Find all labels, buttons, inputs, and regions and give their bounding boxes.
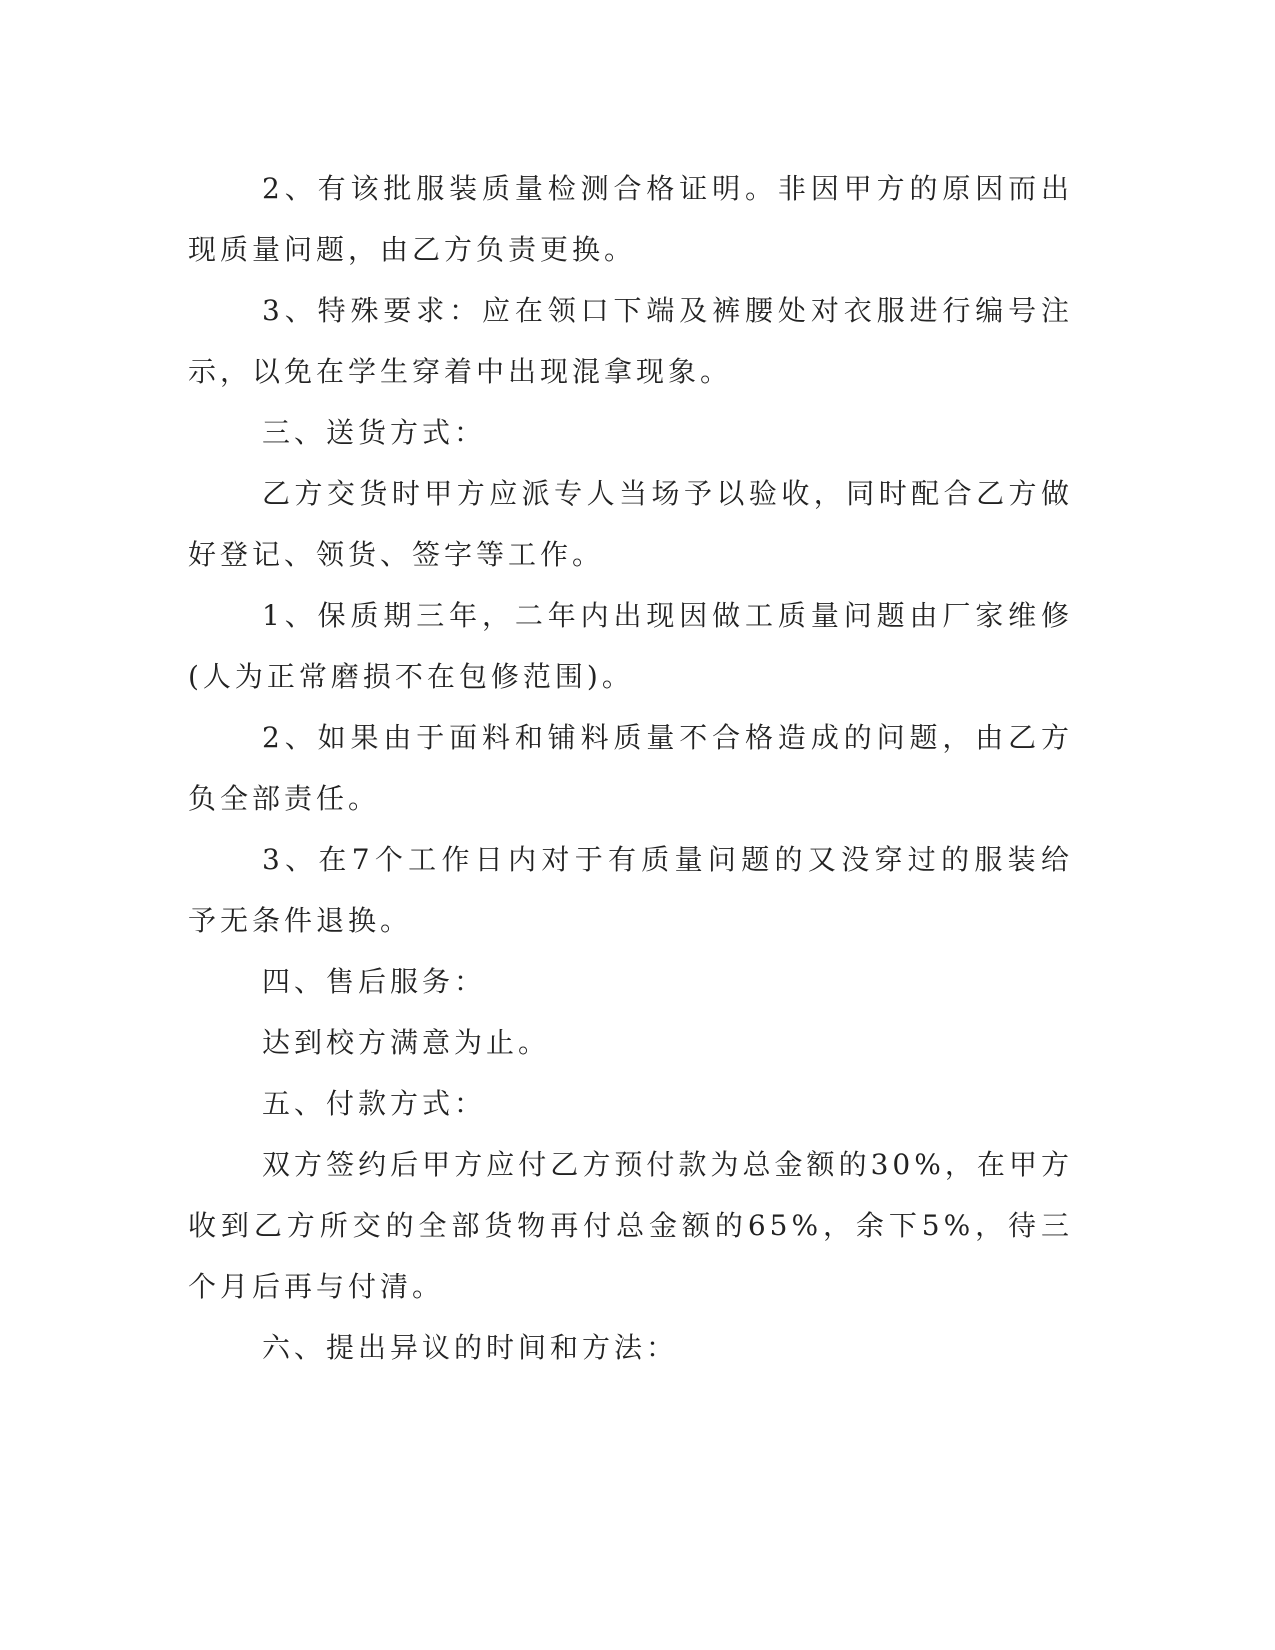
paragraph-warranty-period: 1、保质期三年，二年内出现因做工质量问题由厂家维修(人为正常磨损不在包修范围)。	[188, 599, 1073, 693]
paragraph-return-policy: 3、在7个工作日内对于有质量问题的又没穿过的服装给予无条件退换。	[188, 843, 1073, 937]
paragraph-payment-terms: 双方签约后甲方应付乙方预付款为总金额的30%，在甲方收到乙方所交的全部货物再付总金额的65%，余下5%，待三个月后再与付清。	[188, 1148, 1073, 1303]
heading-after-sales-service: 四、售后服务：	[262, 965, 487, 998]
paragraph-special-requirements: 3、特殊要求：应在领口下端及裤腰处对衣服进行编号注示，以免在学生穿着中出现混拿现象。	[188, 294, 1073, 388]
document-body	[188, 158, 1073, 1378]
heading-delivery-method: 三、送货方式：	[262, 416, 487, 449]
heading-objection-procedure: 六、提出异议的时间和方法：	[262, 1331, 679, 1364]
heading-payment-method: 五、付款方式：	[262, 1087, 487, 1120]
paragraph-satisfaction: 达到校方满意为止。	[262, 1026, 551, 1059]
paragraph-material-responsibility: 2、如果由于面料和铺料质量不合格造成的问题，由乙方负全部责任。	[188, 721, 1073, 815]
paragraph-quality-certificate: 2、有该批服装质量检测合格证明。非因甲方的原因而出现质量问题，由乙方负责更换。	[188, 172, 1073, 266]
paragraph-delivery-acceptance: 乙方交货时甲方应派专人当场予以验收，同时配合乙方做好登记、领货、签字等工作。	[188, 477, 1073, 571]
